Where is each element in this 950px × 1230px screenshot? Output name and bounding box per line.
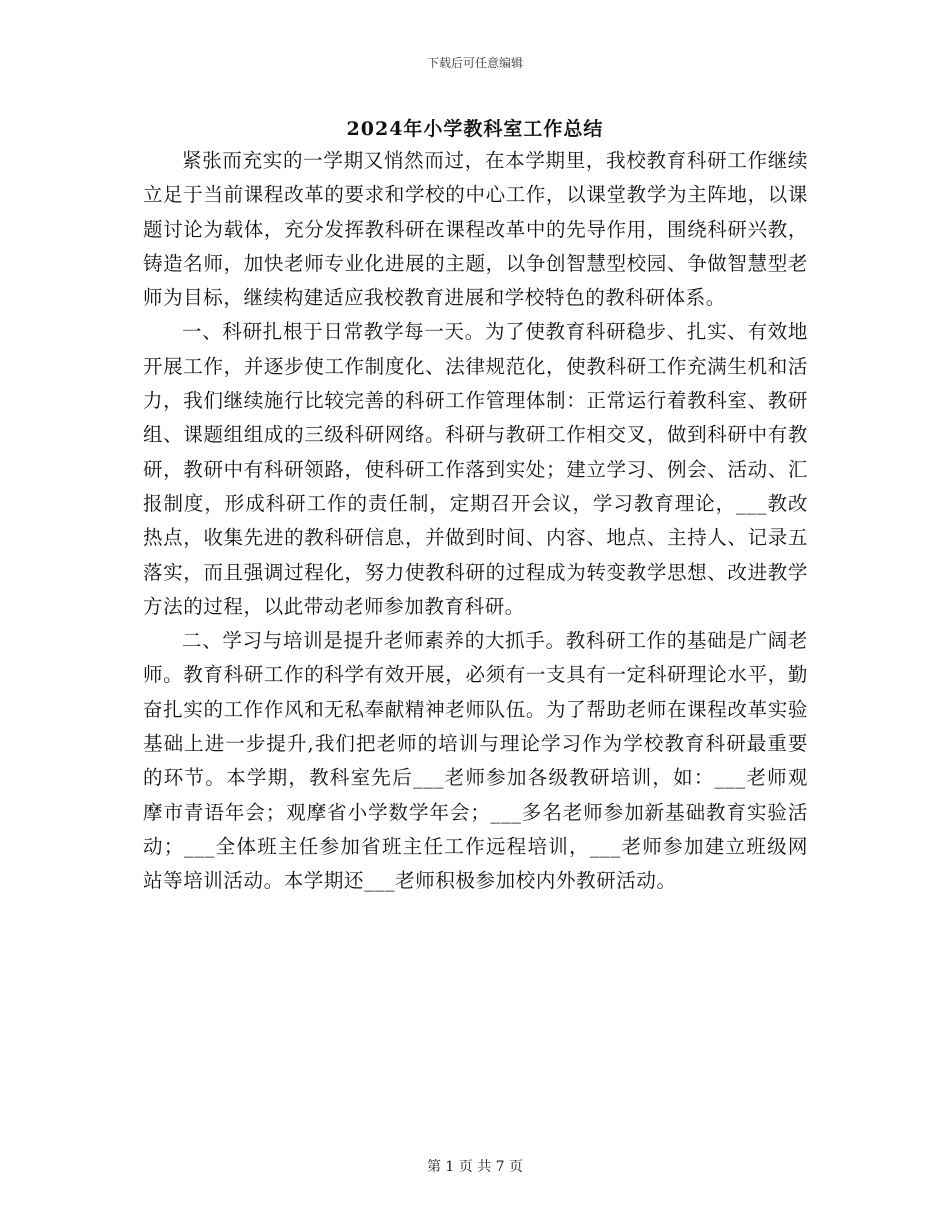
document-title: 2024年小学教科室工作总结 [346, 118, 604, 140]
page-number: 第 1 页 共 7 页 [426, 1159, 524, 1175]
paragraph-intro: 紧张而充实的一学期又悄然而过，在本学期里，我校教育科研工作继续立足于当前课程改革的要求和学校的中心工作，以课堂教学为主阵地，以课题讨论为载体，充分发挥教科研在课程改革中的先导作用，围绕科研兴教，铸造名师，加快老师专业化进展的主题，以争创智慧型校园、争做智慧型老师为目标，继续构建适应我校教育进展和学校特色的教科研体系。 [143, 149, 808, 310]
document-body [143, 144, 808, 899]
paragraph-section-2: 二、学习与培训是提升老师素养的大抓手。教科研工作的基础是广阔老师。教育科研工作的科学有效开展，必须有一支具有一定科研理论水平，勤奋扎实的工作作风和无私奉献精神老师队伍。为了帮助老师在课程改革实验基础上进一步提升,我们把老师的培训与理论学习作为学校教育科研最重要的环节。本学期，教科室先后___老师参加各级教研培训，如：___老师观摩市青语年会；观摩省小学数学年会；___多名老师参加新基础教育实验活动；___全体班主任参加省班主任工作远程培训，___老师参加建立班级网站等培训活动。本学期还___老师积极参加校内外教研活动。 [143, 629, 808, 893]
header-note: 下载后可任意编辑 [426, 56, 523, 70]
paragraph-section-1: 一、科研扎根于日常教学每一天。为了使教育科研稳步、扎实、有效地开展工作，并逐步使工作制度化、法律规范化，使教科研工作充满生机和活力，我们继续施行比较完善的科研工作管理体制：正常运行着教科室、教研组、课题组组成的三级科研网络。科研与教研工作相交叉，做到科研中有教研，教研中有科研领路，使科研工作落到实处；建立学习、例会、活动、汇报制度，形成科研工作的责任制，定期召开会议，学习教育理论，___教改热点，收集先进的教科研信息，并做到时间、内容、地点、主持人、记录五落实，而且强调过程化，努力使教科研的过程成为转变教学思想、改进教学方法的过程，以此带动老师参加教育科研。 [143, 320, 808, 618]
